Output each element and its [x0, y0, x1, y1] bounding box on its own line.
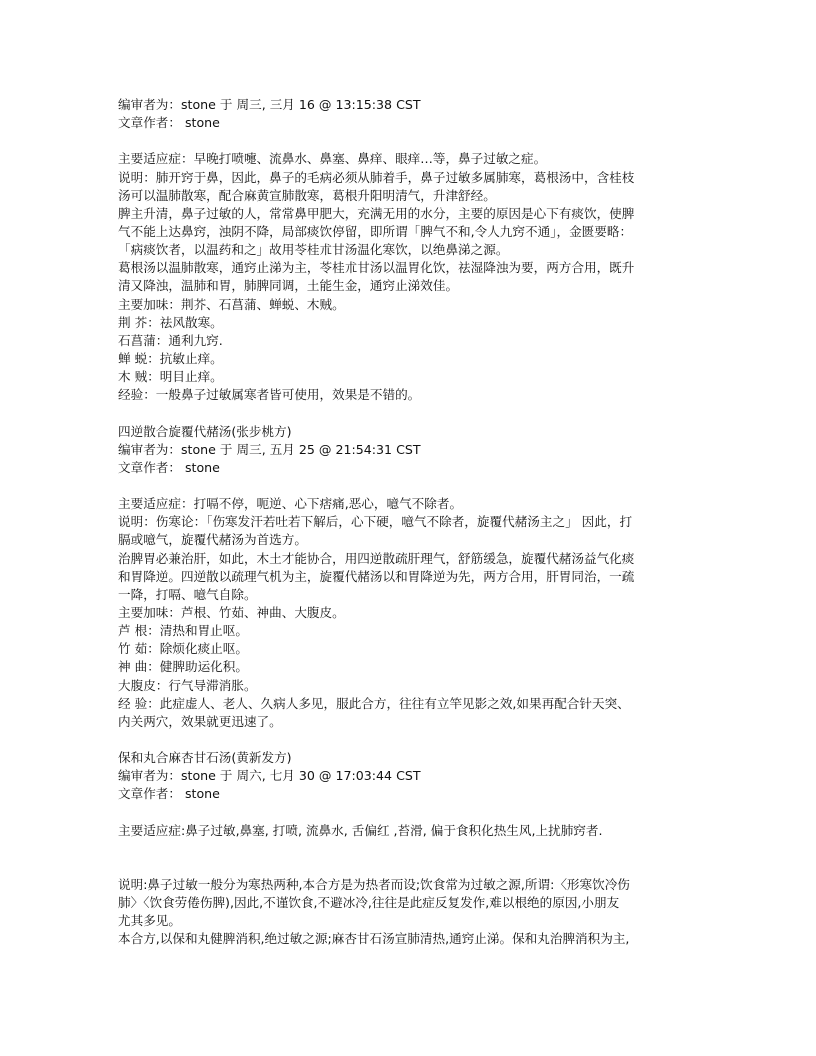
blank-line	[118, 132, 708, 150]
text-line: 编审者为：stone 于 周六, 七月 30 @ 17:03:44 CST	[118, 768, 421, 784]
text-line: 尤其多见。	[118, 913, 181, 929]
text-line: 经 验：此症虚人、老人、久病人多见，服此合方，往往有立竿见影之效,如果再配合针天突、	[118, 695, 630, 711]
text-line: 汤可以温肺散寒，配合麻黄宣肺散寒，葛根升阳明清气，升津舒经。	[118, 187, 496, 203]
text-line: 编审者为：stone 于 周三, 三月 16 @ 13:15:38 CST	[118, 97, 421, 112]
text-line: 主要加味：荆芥、石菖蒲、蝉蜕、木贼。	[118, 296, 345, 312]
text-line: 木 贼：明目止痒。	[118, 369, 223, 385]
text-line: 本合方,以保和丸健脾消积,绝过敏之源;麻杏甘石汤宣肺清热,通窍止涕。保和丸治脾消积为主,	[118, 931, 630, 947]
text-line: 内关两穴，效果就更迅速了。	[118, 713, 282, 729]
text-line: 说明:鼻子过敏一般分为寒热两种,本合方是为热者而设;饮食常为过敏之源,所谓:〈形寒饮冷伤	[118, 877, 630, 893]
blank-line	[118, 858, 708, 876]
text-line: 文章作者： stone	[118, 459, 220, 475]
text-line: 脾主升清，鼻子过敏的人，常常鼻甲肥大，充满无用的水分，主要的原因是心下有痰饮，使脾	[118, 205, 635, 221]
text-line: 经验：一般鼻子过敏属寒者皆可使用，效果是不错的。	[118, 387, 421, 403]
text-line: 说明：肺开窍于鼻，因此，鼻子的毛病必须从肺着手，鼻子过敏多属肺寒，葛根汤中，含桂枝	[118, 169, 635, 185]
text-line: 主要加味：芦根、竹茹、神曲、大腹皮。	[118, 604, 345, 620]
text-line: 石菖蒲：通利九窍.	[118, 332, 223, 348]
text-line: 膈或噫气，旋覆代赭汤为首选方。	[118, 532, 307, 548]
text-line: 文章作者： stone	[118, 786, 220, 802]
text-line: 「病痰饮者，以温药和之」故用苓桂朮甘汤温化寒饮，以绝鼻涕之源。	[118, 242, 509, 258]
blank-line	[118, 477, 708, 495]
text-line: 治脾胃必兼治肝，如此，木土才能协合，用四逆散疏肝理气，舒筋缓急，旋覆代赭汤益气化痰	[118, 550, 635, 566]
text-line: 保和丸合麻杏甘石汤(黄新发方)	[118, 750, 292, 766]
text-line: 肺〉〈饮食劳倦伤脾),因此,不谨饮食,不避冰冷,往往是此症反复发作,难以根绝的原因,小朋友	[118, 895, 620, 911]
text-line: 荆 芥：祛风散寒。	[118, 314, 223, 330]
text-line: 编审者为：stone 于 周三, 五月 25 @ 21:54:31 CST	[118, 441, 421, 457]
text-line: 说明：伤寒论：「伤寒发汗若吐若下解后，心下硬，噫气不除者，旋覆代赭汤主之」 因此，打	[118, 514, 633, 530]
text-line: 文章作者： stone	[118, 115, 220, 131]
blank-line	[118, 803, 708, 821]
text-line: 神 曲：健脾助运化积。	[118, 659, 248, 675]
blank-line	[118, 404, 708, 422]
text-line: 大腹皮：行气导滞消胀。	[118, 677, 257, 693]
text-line: 和胃降逆。四逆散以疏理气机为主，旋覆代赭汤以和胃降逆为先，两方合用，肝胃同治，一疏	[118, 568, 635, 584]
document-body	[118, 96, 708, 949]
text-line: 主要适应症：打嗝不停，呃逆、心下痞痛,恶心，噫气不除者。	[118, 496, 463, 512]
text-line: 四逆散合旋覆代赭汤(张步桃方)	[118, 423, 292, 439]
text-line: 主要适应症：早晚打喷嚏、流鼻水、鼻塞、鼻痒、眼痒…等，鼻子过敏之症。	[118, 151, 547, 167]
text-line: 蝉 蜕：抗敏止痒。	[118, 350, 223, 366]
text-line: 一降，打嗝、噫气自除。	[118, 586, 257, 602]
blank-line	[118, 731, 708, 749]
text-line: 气不能上达鼻窍，浊阴不降，局部痰饮停留，即所谓「脾气不和,令人九窍不通」，金匮要略：	[118, 223, 633, 239]
text-line: 主要适应症:鼻子过敏,鼻塞, 打喷, 流鼻水, 舌偏红 ,苔滑, 偏于食积化热生风,上扰肺窍者.	[118, 822, 603, 838]
blank-line	[118, 840, 708, 858]
text-line: 清又降浊，温肺和胃，肺脾同调，土能生金，通窍止涕效佳。	[118, 278, 459, 294]
text-line: 葛根汤以温肺散寒，通窍止涕为主，苓桂朮甘汤以温胃化饮，祛湿降浊为要，两方合用，既升	[118, 260, 635, 276]
text-line: 芦 根：清热和胃止呕。	[118, 623, 248, 639]
text-line: 竹 茹：除烦化痰止呕。	[118, 641, 248, 657]
